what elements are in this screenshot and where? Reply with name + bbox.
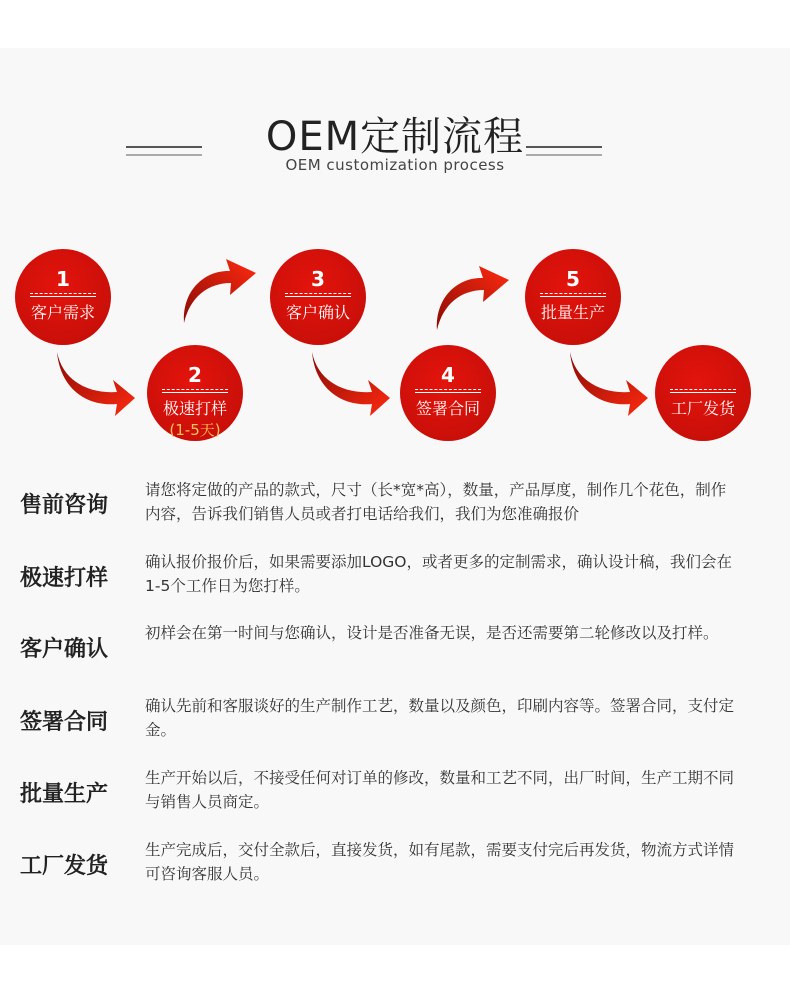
arrow-down-right-icon (568, 352, 653, 417)
detail-title: 批量生产 (20, 782, 109, 807)
step-1-circle: 1 客户需求 (15, 249, 111, 345)
detail-title: 客户确认 (20, 637, 109, 662)
detail-text: 确认报价报价后，如果需要添加LOGO，或者更多的定制需求，确认设计稿，我们会在1-5个工作日为您打样。 (145, 553, 732, 595)
step-4-circle: 4 签署合同 (400, 345, 496, 441)
step-3-circle: 3 客户确认 (270, 249, 366, 345)
arrow-down-right-icon (310, 352, 395, 417)
step-5-circle: 5 批量生产 (525, 249, 621, 345)
detail-text: 生产开始以后，不接受任何对订单的修改，数量和工艺不同，出厂时间，生产工期不同与销售人员商定。 (145, 769, 735, 811)
detail-title: 工厂发货 (20, 854, 109, 879)
arrow-down-right-icon (55, 352, 140, 417)
detail-text: 确认先前和客服谈好的生产制作工艺，数量以及颜色，印刷内容等。签署合同，支付定金。 (145, 697, 735, 739)
page-subtitle: OEM customization process (285, 156, 505, 174)
arrow-up-right-icon (180, 255, 260, 325)
detail-text: 生产完成后，交付全款后，直接发货，如有尾款，需要支付完后再发货，物流方式详情可咨询客服人员。 (145, 841, 735, 883)
step-6-circle: 工厂发货 (655, 345, 751, 441)
arrow-up-right-icon (433, 262, 513, 332)
detail-text: 初样会在第一时间与您确认，设计是否准备无误，是否还需要第二轮修改以及打样。 (145, 624, 719, 642)
detail-title: 签署合同 (20, 710, 109, 735)
step-2-duration: (1-5天) (169, 421, 221, 439)
detail-text: 请您将定做的产品的款式，尺寸（长*宽*高），数量，产品厚度，制作几个花色，制作内容，告诉我们销售人员或者打电话给我们，我们为您准确报价 (145, 481, 727, 523)
detail-title: 极速打样 (20, 566, 109, 591)
step-2-circle: 2 极速打样 (1-5天) (147, 345, 243, 441)
detail-title: 售前咨询 (20, 493, 109, 518)
page-title: OEM定制流程 (265, 114, 525, 160)
